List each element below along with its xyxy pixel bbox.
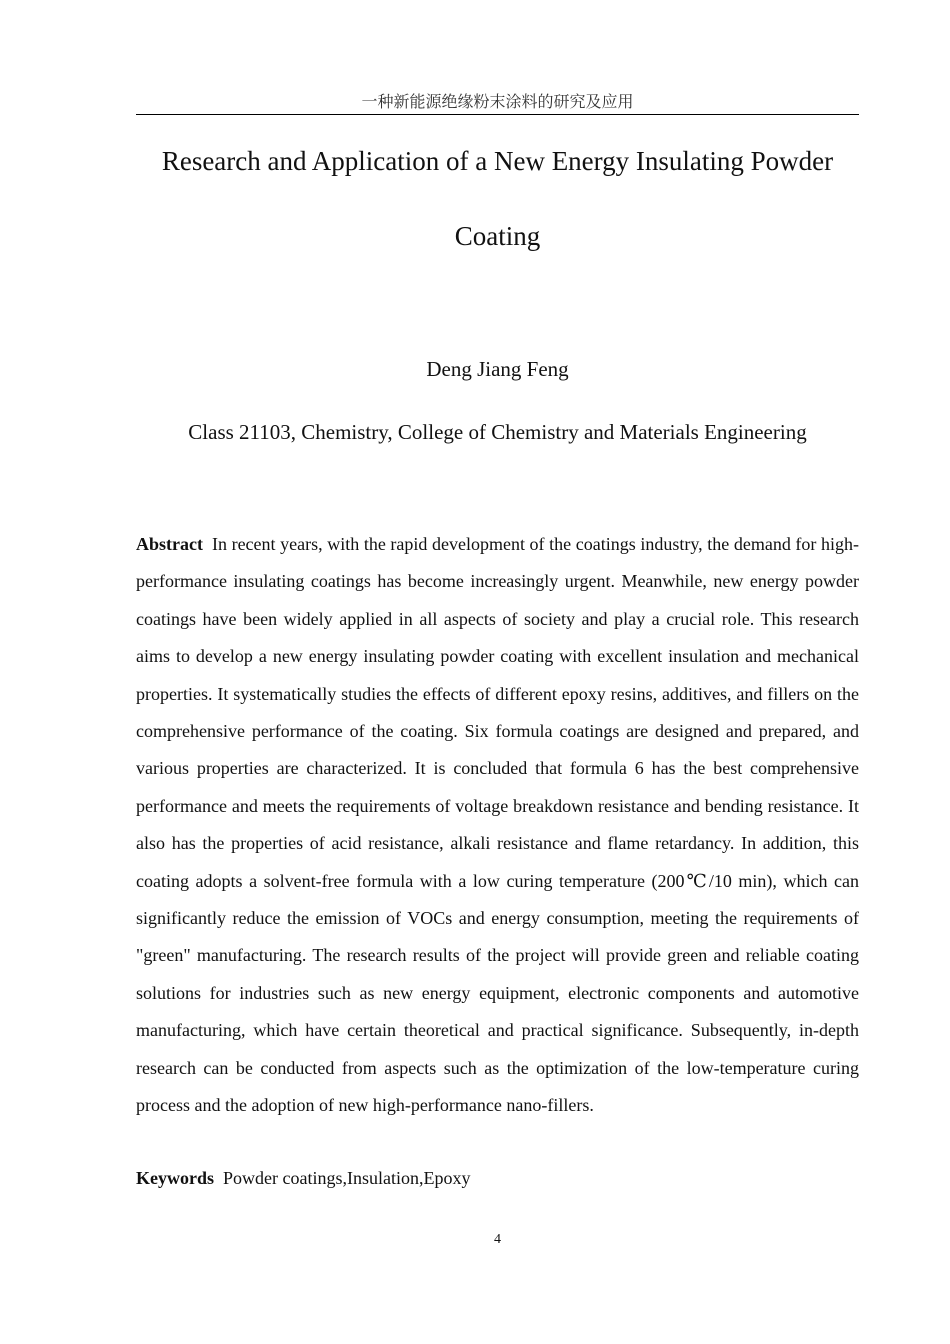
author-affiliation: Class 21103, Chemistry, College of Chemistry and Materials Engineering [188, 420, 807, 444]
header-rule [136, 114, 859, 115]
keywords-line [136, 1162, 859, 1194]
running-header: 一种新能源绝缘粉末涂料的研究及应用 [361, 92, 634, 111]
page-number: 4 [494, 1232, 501, 1247]
keywords-label: Keywords [136, 1168, 214, 1188]
abstract-text: In recent years, with the rapid development of the coatings industry, the demand for high-performance insulating coatings has become increasingly urgent. Meanwhile, new energy powder coatings have been widely applied in all aspects of society and play a crucial role. This research aims to develop a new energy insulating powder coating with excellent insulation and mechanical properties. It systematically studies the effects of different epoxy resins, additives, and fillers on the comprehensive performance of the coating. Six formula coatings are designed and prepared, and various properties are characterized. It is concluded that formula 6 has the best comprehensive performance and meets the requirements of voltage breakdown resistance and bending resistance. It also has the properties of acid resistance, alkali resistance and flame retardancy. In addition, this coating adopts a solvent-free formula with a low curing temperature (200℃/10 min), which can significantly reduce the emission of VOCs and energy consumption, meeting the requirements of "green" manufacturing. The research results of the project will provide green and reliable coating solutions for industries such as new energy equipment, electronic components and automotive manufacturing, which have certain theoretical and practical significance. Subsequently, in-depth research can be conducted from aspects such as the optimization of the low-temperature curing process and the adoption of new high-performance nano-fillers. [136, 534, 859, 1116]
author-name: Deng Jiang Feng [426, 357, 569, 381]
abstract-paragraph [136, 526, 859, 1125]
abstract-label: Abstract [136, 534, 203, 554]
keywords-text: Powder coatings,Insulation,Epoxy [223, 1168, 471, 1188]
paper-title: Research and Application of a New Energy Insulating Powder Coating [161, 146, 834, 251]
